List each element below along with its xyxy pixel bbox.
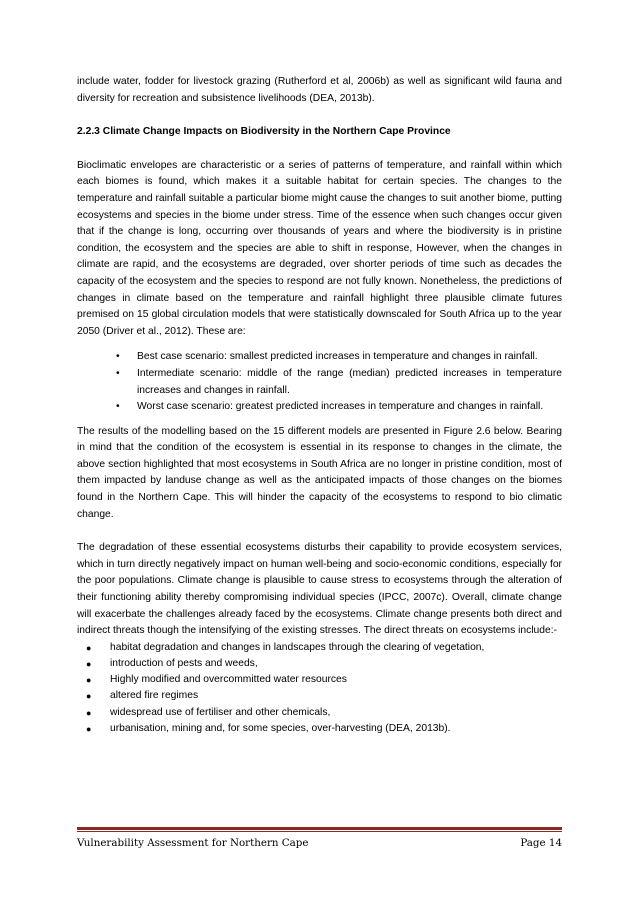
footer-rule	[77, 827, 562, 830]
list-item	[86, 705, 562, 721]
bullet-icon: ●	[86, 707, 92, 718]
threat-text: Highly modified and overcommitted water resources	[110, 674, 347, 686]
threat-text: introduction of pests and weeds,	[110, 658, 258, 670]
bullet-icon: ●	[86, 723, 92, 734]
footer-text	[77, 837, 562, 849]
bullet-icon: •	[116, 351, 120, 363]
bioclimatic-paragraph: Bioclimatic envelopes are characteristic or a series of patterns of temperature, and rainfall within which each biomes is found, which makes it a suitable habitat for certain species. The changes to the temperature and rainfall suitable a particular biome might cause the changes to suit another biome, putting ecosystems and species in the biome under stress. Time of the essence when such changes occur given that if the change is long, occurring over thousands of years and where the biodiversity is in pristine condition, the ecosystem and the species are able to shift in response, However, when the changes in climate are rapid, and the ecosystems are degraded, over shorter periods of time such as decades the capacity of the ecosystem and the species to respond are not fully known. Nonetheless, the predictions of changes in climate based on the temperature and rainfall highlight three plausible climate futures premised on 15 global circulation models that were statistically downscaled for South Africa up to the year 2050 (Driver et al., 2012). These are:	[77, 159, 562, 337]
list-item	[86, 640, 562, 656]
bullet-icon: ●	[86, 675, 92, 686]
list-item	[86, 721, 562, 737]
footer-page-number: Page 14	[520, 837, 562, 849]
threat-text: widespread use of fertiliser and other chemicals,	[110, 706, 331, 718]
list-item	[86, 688, 562, 704]
scenario-text: Worst case scenario: greatest predicted increases in temperature and changes in rainfall.	[137, 401, 544, 413]
scenario-text: Best case scenario: smallest predicted increases in temperature and changes in rainfall.	[137, 351, 538, 363]
bullet-icon: ●	[86, 659, 92, 670]
threat-list	[77, 640, 562, 737]
bullet-icon: •	[116, 367, 120, 379]
list-item	[86, 672, 562, 688]
bullet-icon: ●	[86, 691, 92, 702]
footer-rule-thin	[77, 831, 562, 832]
list-item	[86, 656, 562, 672]
threat-text: altered fire regimes	[110, 690, 199, 702]
list-item	[116, 366, 562, 399]
threat-text: urbanisation, mining and, for some species, over-harvesting (DEA, 2013b).	[110, 722, 451, 734]
section-heading: 2.2.3 Climate Change Impacts on Biodiversity in the Northern Cape Province	[77, 126, 451, 138]
list-item	[116, 399, 562, 416]
threat-text: habitat degradation and changes in landscapes through the clearing of vegetation,	[110, 641, 485, 653]
degradation-paragraph: The degradation of these essential ecosystems disturbs their capability to provide ecosystem services, which in turn directly negatively impact on human well-being and socio-economic conditions, especially for the poor populations. Climate change is plausible to cause stress to ecosystems through the alteration of their functioning ability thereby compromising individual species (IPCC, 2007c). Overall, climate change will exacerbate the challenges already faced by the ecosystems. Climate change presents both direct and indirect threats though the intensifying of the existing stresses. The direct threats on ecosystems include:-	[77, 542, 562, 637]
results-paragraph: The results of the modelling based on the 15 different models are presented in Figure 2.6 below. Bearing in mind that the condition of the ecosystem is essential in its response to changes in the climate, the above section highlighted that most ecosystems in South Africa are no longer in pristine condition, most of them impacted by landuse change as well as the anticipated impacts of those changes on the biomes found in the Northern Cape. This will hinder the capacity of the ecosystems to respond to bio climatic change.	[77, 425, 562, 520]
page-footer	[77, 827, 562, 849]
scenario-list	[77, 349, 562, 415]
document-page	[77, 74, 562, 737]
scenario-text: Intermediate scenario: middle of the range (median) predicted increases in temperature increases and changes in rainfall.	[137, 367, 562, 396]
intro-paragraph: include water, fodder for livestock grazing (Rutherford et al, 2006b) as well as significant wild fauna and diversity for recreation and subsistence livelihoods (DEA, 2013b).	[77, 76, 562, 104]
bullet-icon: ●	[86, 642, 92, 653]
bullet-icon: •	[116, 401, 120, 413]
footer-document-title: Vulnerability Assessment for Northern Cape	[77, 837, 309, 849]
list-item	[116, 349, 562, 366]
